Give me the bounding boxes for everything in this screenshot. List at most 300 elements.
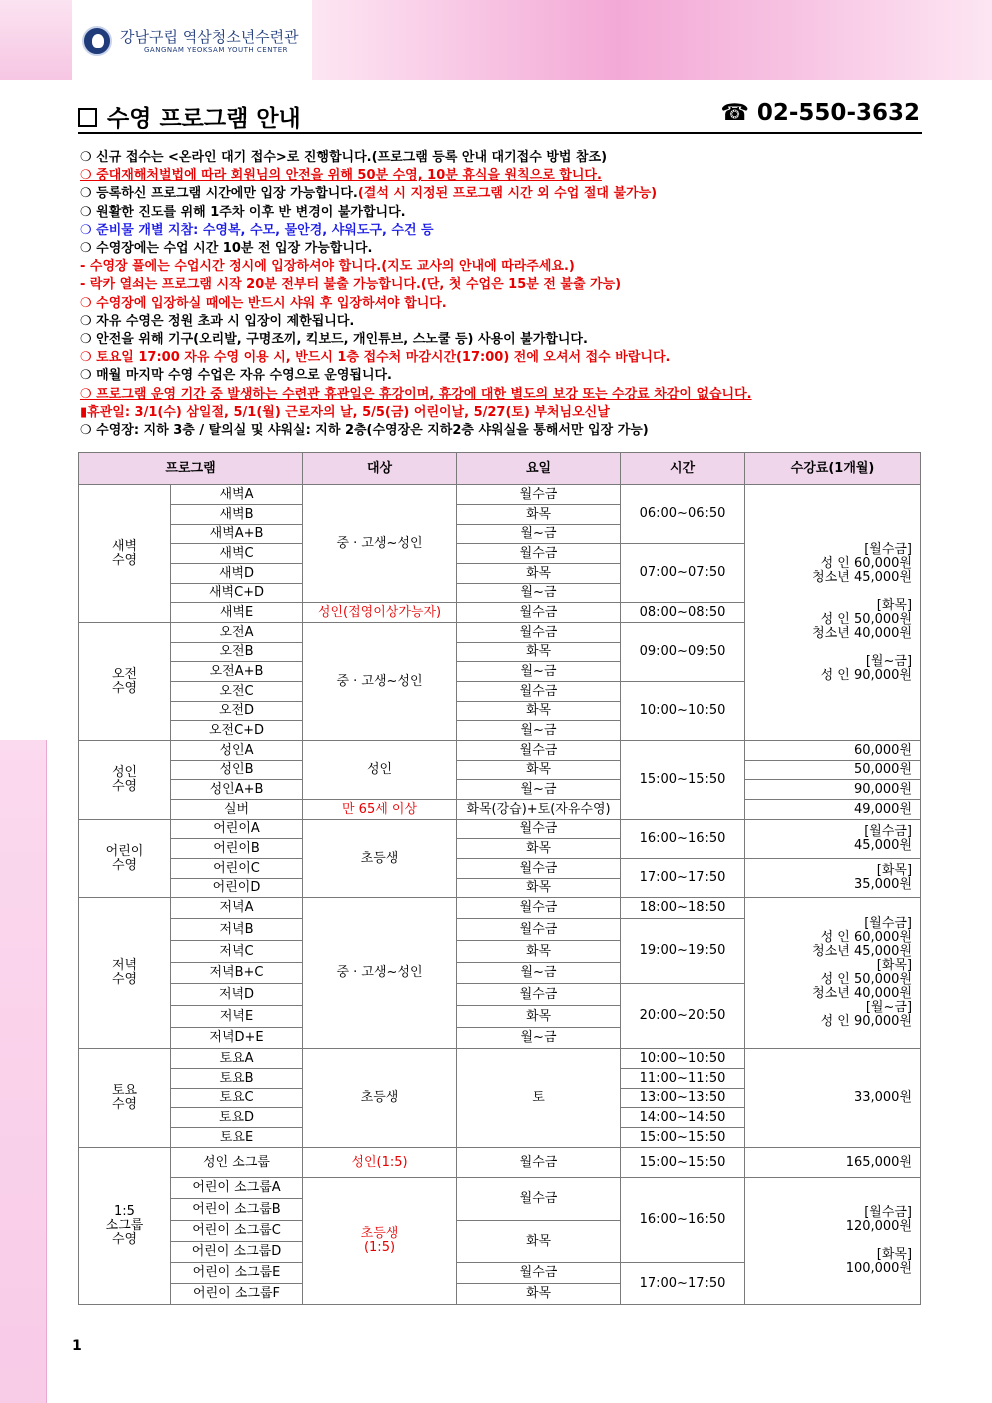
cell-line: 수영 — [111, 1097, 138, 1112]
checkbox-square-icon — [78, 108, 97, 127]
cell-line: 성인(1:5) — [351, 1154, 408, 1170]
cell-line: 오전C — [219, 683, 254, 699]
table-cell — [457, 525, 621, 544]
cell-line: 새벽E — [219, 604, 254, 620]
table-cell — [171, 1148, 303, 1178]
table-cell — [171, 898, 303, 919]
notice-item — [80, 240, 930, 258]
cell-line: 저녁D — [218, 986, 255, 1002]
cell-line: 월~금 — [520, 965, 557, 980]
table-cell — [621, 1148, 745, 1178]
table-cell — [303, 1049, 457, 1148]
cell-line: 오전A+B — [209, 663, 264, 679]
table-cell — [457, 682, 621, 702]
header-days: 요일 — [457, 453, 621, 485]
cell-line: 성인 — [111, 765, 138, 780]
cell-line: 월수금 — [519, 683, 558, 699]
cell-line: 토요B — [219, 1070, 254, 1086]
table-cell — [303, 898, 457, 1049]
title-divider — [78, 132, 922, 134]
table-cell — [171, 721, 303, 741]
table-cell — [171, 741, 303, 761]
table-cell — [171, 1089, 303, 1108]
notice-text: ❍ 안전을 위해 기구(오리발, 구명조끼, 킥보드, 개인튜브, 스노쿨 등) 사용이 불가합니다. — [80, 332, 588, 348]
table-cell — [171, 1263, 303, 1284]
table-cell — [171, 603, 303, 623]
notice-item — [80, 204, 930, 222]
cell-line: 오전A — [219, 624, 254, 640]
cell-line: 07:00~07:50 — [639, 565, 726, 580]
table-cell — [171, 485, 303, 505]
table-header-row — [79, 453, 921, 485]
cell-line: 저녁A — [219, 900, 254, 915]
cell-line: 성 인 90,000원 — [820, 667, 913, 683]
cell-line: 120,000원 — [845, 1219, 913, 1234]
cell-line: 16:00~16:50 — [639, 1212, 726, 1227]
table-cell — [621, 603, 745, 623]
table-cell — [621, 1178, 745, 1263]
cell-line: 새벽A — [219, 486, 254, 502]
cell-line: 화목 — [525, 1008, 552, 1024]
center-emblem-icon — [82, 26, 112, 56]
header-time: 시간 — [621, 453, 745, 485]
table-cell — [457, 1178, 621, 1221]
cell-line: 어린이 소그룹B — [192, 1201, 281, 1217]
cell-line: 수영 — [111, 972, 138, 987]
table-cell — [457, 919, 621, 941]
table-cell — [79, 898, 171, 1049]
table-cell — [745, 1148, 921, 1178]
cell-line: 13:00~13:50 — [639, 1090, 726, 1105]
table-cell — [171, 1108, 303, 1128]
table-row — [79, 859, 921, 879]
cell-line: [화목] — [876, 863, 913, 878]
table-cell — [457, 544, 621, 564]
table-cell — [457, 839, 621, 859]
cell-line: 저녁B — [219, 921, 254, 937]
cell-line: 화목 — [525, 644, 552, 659]
cell-line: 월수금 — [519, 742, 558, 758]
table-cell — [745, 741, 921, 761]
table-cell — [457, 1028, 621, 1049]
cell-line: 새벽C+D — [208, 585, 265, 600]
table-cell — [621, 919, 745, 984]
cell-line: 35,000원 — [853, 877, 913, 892]
table-cell — [621, 682, 745, 741]
cell-line: 월수금 — [519, 545, 558, 561]
cell-line: 50,000원 — [853, 762, 913, 777]
notice-text: ❍ 자유 수영은 정원 초과 시 입장이 제한됩니다. — [80, 313, 355, 329]
cell-line: 165,000원 — [845, 1154, 913, 1170]
notice-text: ❍ 중대재해처벌법에 따라 회원님의 안전을 위해 50분 수영, 10분 휴식을 원칙으로 합니다. — [80, 168, 602, 184]
cell-line: 월수금 — [519, 624, 558, 640]
cell-line: 화목 — [525, 880, 552, 895]
header-left-band — [0, 0, 73, 80]
table-cell — [171, 919, 303, 941]
table-cell — [621, 1069, 745, 1089]
notice-text: ❍ 등록하신 프로그램 시간에만 입장 가능합니다. — [80, 186, 358, 202]
cell-line: 토요C — [219, 1090, 254, 1105]
notice-text: - 수영장 풀에는 수업시간 정시에 입장하셔야 합니다.(지도 교사의 안내에 따라주세요.) — [80, 259, 575, 275]
cell-line: 새벽C — [219, 545, 254, 561]
cell-line: 화목 — [525, 762, 552, 777]
table-body — [79, 485, 921, 1305]
cell-line: 수영 — [111, 1232, 138, 1247]
table-cell — [457, 963, 621, 984]
table-cell — [171, 963, 303, 984]
table-cell — [303, 741, 457, 800]
table-cell — [171, 1284, 303, 1305]
cell-line: 수영 — [111, 680, 138, 696]
cell-line: 청소년 45,000원 — [812, 569, 913, 585]
notice-item — [80, 258, 930, 276]
table-row — [79, 1148, 921, 1178]
cell-line: 만 65세 이상 — [341, 801, 418, 817]
notice-item — [80, 167, 930, 185]
table-cell — [303, 623, 457, 741]
cell-line: 새벽 — [111, 538, 138, 554]
header-gradient-band — [312, 0, 992, 80]
cell-line: 월수금 — [519, 821, 558, 836]
table-cell — [171, 1049, 303, 1069]
table-cell — [621, 485, 745, 544]
table-cell — [171, 839, 303, 859]
notice-text: (결석 시 지정된 프로그램 시간 외 수업 절대 불가능) — [357, 186, 658, 202]
notice-text: ▮휴관일: 3/1(수) 삼일절, 5/1(월) 근로자의 날, 5/5(금) 어린이날, 5/27(토) 부처님오신날 — [80, 404, 610, 420]
table-cell — [745, 780, 921, 800]
cell-line: 오전B — [219, 644, 254, 659]
table-cell — [621, 984, 745, 1049]
cell-line: 월~금 — [520, 1030, 557, 1045]
table-cell — [457, 1263, 621, 1284]
table-cell — [171, 1178, 303, 1199]
table-cell — [621, 741, 745, 820]
cell-line: 15:00~15:50 — [639, 1154, 726, 1170]
table-cell — [745, 820, 921, 859]
cell-line: 성인A+B — [209, 781, 264, 797]
notice-text: - 락카 열쇠는 프로그램 시작 20분 전부터 불출 가능합니다.(단, 첫 수업은 15분 전 불출 가능) — [80, 277, 622, 293]
table-cell — [79, 1049, 171, 1148]
notice-text: ❍ 매월 마지막 수영 수업은 자유 수영으로 운영됩니다. — [80, 368, 392, 384]
table-cell — [171, 564, 303, 584]
cell-line: [월수금] — [864, 541, 913, 557]
cell-line: 오전C+D — [208, 722, 265, 738]
cell-line: 45,000원 — [853, 838, 913, 853]
table-cell — [457, 761, 621, 780]
notice-item — [80, 276, 930, 294]
notice-text: ❍ 프로그램 운영 기간 중 발생하는 수련관 휴관일은 휴강이며, 휴강에 대한 별도의 보강 또는 수강료 차감이 없습니다. — [80, 386, 752, 402]
cell-line: 100,000원 — [845, 1261, 913, 1276]
notice-item — [80, 349, 930, 367]
cell-line: 14:00~14:50 — [639, 1109, 726, 1125]
table-cell — [621, 623, 745, 682]
cell-line: 10:00~10:50 — [639, 703, 726, 718]
program-table — [78, 452, 921, 1305]
cell-line: 08:00~08:50 — [639, 604, 726, 620]
cell-line: 월수금 — [519, 1154, 558, 1170]
table-cell — [745, 761, 921, 780]
cell-line: 중 · 고생~성인 — [336, 673, 423, 689]
table-cell — [457, 741, 621, 761]
table-cell — [457, 941, 621, 963]
table-row — [79, 820, 921, 839]
cell-line: 15:00~15:50 — [639, 1129, 726, 1145]
cell-line: 성 인 50,000원 — [820, 972, 913, 987]
cell-line: 월수금 — [519, 1191, 558, 1206]
cell-line: 20:00~20:50 — [639, 1008, 726, 1023]
table-cell — [303, 820, 457, 898]
table-cell — [457, 898, 621, 919]
cell-line: 화목 — [525, 1233, 552, 1249]
notice-item — [80, 222, 930, 240]
table-cell — [457, 984, 621, 1006]
cell-line: 토요E — [219, 1129, 254, 1145]
notice-item — [80, 313, 930, 331]
cell-line: 10:00~10:50 — [639, 1050, 726, 1066]
side-decoration-band — [0, 740, 47, 1403]
table-row — [79, 800, 921, 820]
cell-line: 19:00~19:50 — [639, 943, 726, 958]
cell-line: 33,000원 — [853, 1090, 913, 1105]
cell-line: 중 · 고생~성인 — [336, 535, 423, 551]
table-cell — [745, 485, 921, 741]
cell-line: 어린이D — [212, 880, 261, 895]
cell-line: 수영 — [111, 857, 138, 873]
table-cell — [621, 1108, 745, 1128]
table-row — [79, 761, 921, 780]
header-target: 대상 — [303, 453, 457, 485]
table-row — [79, 1049, 921, 1069]
table-cell — [171, 1242, 303, 1263]
table-cell — [457, 505, 621, 525]
table-cell — [171, 941, 303, 963]
table-cell — [745, 859, 921, 898]
cell-line: 화목 — [525, 565, 552, 581]
cell-line: [화목] — [876, 958, 913, 973]
table-cell — [171, 800, 303, 820]
table-cell — [457, 721, 621, 741]
cell-line: 월수금 — [519, 604, 558, 620]
table-cell — [303, 485, 457, 603]
cell-line: 저녁C — [219, 943, 254, 959]
table-cell — [79, 1148, 171, 1305]
phone-number: ☎ 02-550-3632 — [720, 100, 920, 126]
table-cell — [457, 1148, 621, 1178]
cell-line: 성인 소그룹 — [203, 1154, 270, 1170]
cell-line: 16:00~16:50 — [639, 831, 726, 846]
cell-line: 월수금 — [519, 860, 558, 876]
table-cell — [171, 643, 303, 662]
table-cell — [457, 485, 621, 505]
cell-line: 월수금 — [519, 1265, 558, 1280]
table-cell — [171, 702, 303, 721]
cell-line: 성 인 60,000원 — [820, 930, 913, 945]
cell-line: [화목] — [876, 1247, 913, 1262]
cell-line: 월~금 — [520, 585, 557, 600]
cell-line: 실버 — [223, 801, 250, 817]
table-cell — [457, 780, 621, 800]
cell-line: 월~금 — [520, 722, 557, 738]
table-cell — [171, 859, 303, 879]
table-cell — [171, 662, 303, 682]
cell-line: 어린이 소그룹E — [192, 1265, 281, 1280]
cell-line: [월수금] — [864, 1205, 913, 1220]
table-row — [79, 780, 921, 800]
table-cell — [621, 1049, 745, 1069]
table-row — [79, 485, 921, 505]
notice-item — [80, 331, 930, 349]
table-cell — [171, 682, 303, 702]
table-cell — [303, 800, 457, 820]
cell-line: 어린이 소그룹D — [191, 1244, 282, 1259]
table-cell — [303, 1178, 457, 1305]
table-cell — [457, 584, 621, 603]
table-cell — [171, 1006, 303, 1028]
cell-line: 화목 — [525, 506, 552, 522]
cell-line: [월수금] — [864, 824, 913, 839]
table-row — [79, 898, 921, 919]
table-cell — [171, 1199, 303, 1221]
cell-line: 소그룹 — [105, 1218, 144, 1233]
table-cell — [457, 879, 621, 898]
cell-line: 저녁E — [219, 1008, 254, 1024]
cell-line: 17:00~17:50 — [639, 870, 726, 885]
cell-line: [화목] — [876, 597, 913, 613]
page-title-block — [78, 100, 301, 133]
table-cell — [79, 485, 171, 623]
notice-text: ❍ 토요일 17:00 자유 수영 이용 시, 반드시 1층 접수처 마감시간(17:00) 전에 오셔서 접수 바랍니다. — [80, 350, 671, 366]
cell-line: 어린이A — [213, 821, 260, 836]
table-cell — [457, 643, 621, 662]
notice-item — [80, 386, 930, 404]
notice-item — [80, 367, 930, 385]
cell-line: 09:00~09:50 — [639, 644, 726, 659]
cell-line: 저녁D+E — [209, 1030, 264, 1045]
cell-line: 월수금 — [519, 900, 558, 915]
table-cell — [457, 859, 621, 879]
cell-line: 토요D — [218, 1109, 255, 1125]
cell-line: 성인B — [219, 762, 254, 777]
cell-line: 화목 — [525, 943, 552, 959]
table-cell — [171, 1069, 303, 1089]
cell-line: 저녁 — [111, 958, 138, 973]
table-cell — [457, 603, 621, 623]
cell-line: 1:5 — [114, 1204, 135, 1219]
notice-item — [80, 149, 930, 167]
table-cell — [171, 623, 303, 643]
cell-line: [월~금] — [865, 653, 913, 669]
table-cell — [621, 544, 745, 603]
table-cell — [171, 984, 303, 1006]
table-cell — [457, 1049, 621, 1148]
cell-line: 성 인 90,000원 — [820, 1014, 913, 1029]
notice-item — [80, 185, 930, 203]
notice-text: ❍ 수영장에 입장하실 때에는 반드시 샤워 후 입장하셔야 합니다. — [80, 295, 447, 311]
table-cell — [171, 505, 303, 525]
table-cell — [457, 1221, 621, 1263]
notice-text: ❍ 수영장: 지하 3층 / 탈의실 및 샤워실: 지하 2층(수영장은 지하2층 샤워실을 통해서만 입장 가능) — [80, 423, 649, 439]
cell-line: 어린이 소그룹F — [193, 1286, 280, 1301]
org-name-kr: 강남구립 역삼청소년수련관 — [120, 28, 299, 46]
table-cell — [171, 525, 303, 544]
cell-line: 월수금 — [519, 921, 558, 937]
table-cell — [171, 1128, 303, 1148]
cell-line: 화목 — [525, 1286, 552, 1301]
table-cell — [171, 761, 303, 780]
table-cell — [171, 1028, 303, 1049]
cell-line: 토 — [532, 1090, 545, 1105]
cell-line: 월~금 — [520, 781, 557, 797]
notice-text: ❍ 수영장에는 수업 시간 10분 전 입장 가능합니다. — [80, 241, 373, 257]
table-cell — [303, 603, 457, 623]
table-cell — [457, 1284, 621, 1305]
cell-line: 어린이B — [213, 840, 260, 856]
cell-line: 월~금 — [520, 526, 557, 541]
page-title: 수영 프로그램 안내 — [107, 106, 301, 132]
header-fee: 수강료(1개월) — [745, 453, 921, 485]
table-cell — [621, 1089, 745, 1108]
table-cell — [171, 544, 303, 564]
cell-line: 어린이 소그룹C — [192, 1223, 281, 1238]
cell-line: 초등생 — [360, 1090, 399, 1105]
table-cell — [621, 898, 745, 919]
table-cell — [745, 1049, 921, 1148]
table-cell — [745, 898, 921, 1049]
cell-line: 월수금 — [519, 486, 558, 502]
cell-line: 청소년 45,000원 — [812, 944, 913, 959]
table-cell — [621, 820, 745, 859]
notice-list — [80, 149, 930, 440]
notice-text: ❍ 준비물 개별 지참: 수영복, 수모, 물안경, 샤워도구, 수건 등 — [80, 222, 434, 238]
table-cell — [457, 800, 621, 820]
cell-line: (1:5) — [363, 1240, 396, 1255]
org-name-en: GANGNAM YEOKSAM YOUTH CENTER — [144, 46, 288, 54]
cell-line: 성인A — [219, 742, 254, 758]
table-cell — [79, 741, 171, 820]
cell-line: 화목(강습)+토(자유수영) — [466, 801, 611, 817]
table-cell — [171, 1221, 303, 1242]
notice-item — [80, 295, 930, 313]
notice-text: ❍ 원활한 진도를 위해 1주차 이후 반 변경이 불가합니다. — [80, 204, 406, 220]
cell-line: 어린이C — [213, 860, 260, 876]
table-row — [79, 1178, 921, 1199]
table-cell — [171, 584, 303, 603]
table-cell — [621, 859, 745, 898]
cell-line: 초등생 — [360, 1226, 399, 1241]
table-cell — [171, 820, 303, 839]
table-cell — [745, 1178, 921, 1305]
cell-line: 성인(접영이상가능자) — [317, 604, 442, 620]
table-cell — [171, 780, 303, 800]
cell-line: 토요A — [219, 1050, 254, 1066]
cell-line: 청소년 40,000원 — [812, 625, 913, 641]
cell-line: 새벽B — [219, 506, 254, 522]
cell-line: 화목 — [525, 840, 552, 856]
cell-line: 15:00~15:50 — [639, 772, 726, 787]
table-cell — [171, 879, 303, 898]
table-cell — [457, 662, 621, 682]
table-row — [79, 741, 921, 761]
table-cell — [79, 820, 171, 898]
table-cell — [79, 623, 171, 741]
cell-line: 청소년 40,000원 — [812, 986, 913, 1001]
cell-line: [월~금] — [865, 1000, 913, 1015]
cell-line: [월수금] — [864, 916, 913, 931]
cell-line: 새벽D — [218, 565, 255, 581]
cell-line: 오전 — [111, 666, 138, 682]
cell-line: 새벽A+B — [209, 526, 264, 541]
cell-line: 오전D — [218, 703, 255, 718]
